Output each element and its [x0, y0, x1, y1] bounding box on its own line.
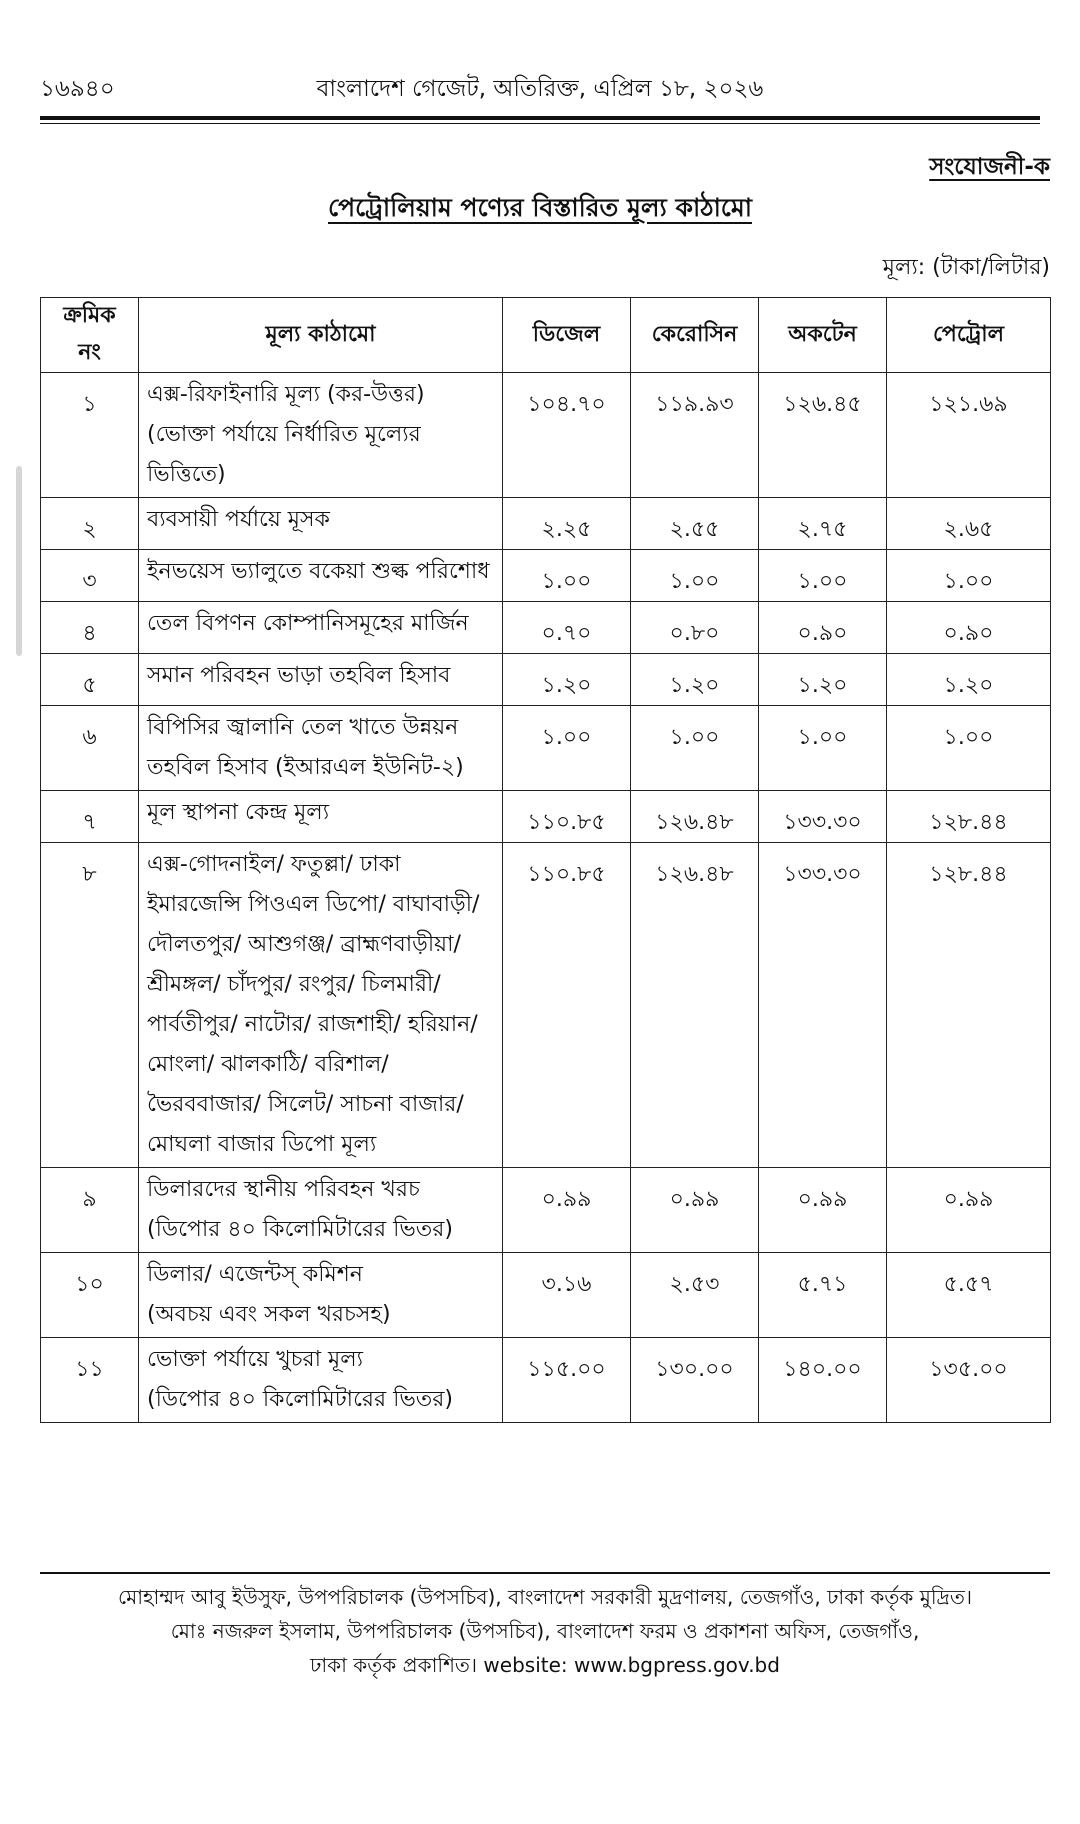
description-line: পার্বতীপুর/ নাটোর/ রাজশাহী/ হরিয়ান/ [147, 1012, 478, 1037]
table-row [41, 498, 1051, 550]
table-row [41, 373, 1051, 498]
price-kerosene: ১.০০ [631, 550, 759, 602]
description-line: ইনভয়েস ভ্যালুতে বকেয়া শুল্ক পরিশোধ [147, 559, 490, 584]
price-petrol: ০.৯৯ [887, 1168, 1051, 1253]
row-description [139, 498, 503, 550]
row-description [139, 654, 503, 706]
price-petrol: ১৩৫.০০ [887, 1338, 1051, 1423]
price-octane: ০.৯৯ [759, 1168, 887, 1253]
description-line: ভিত্তিতে) [147, 462, 226, 487]
price-petrol: ২.৬৫ [887, 498, 1051, 550]
description-line: এক্স-গোদনাইল/ ফতুল্লা/ ঢাকা [147, 852, 401, 877]
table-header-row [41, 298, 1051, 373]
price-octane: ১৩৩.৩০ [759, 843, 887, 1168]
description-line: সমান পরিবহন ভাড়া তহবিল হিসাব [147, 663, 451, 688]
description-line: এক্স-রিফাইনারি মূল্য (কর-উত্তর) [147, 382, 425, 407]
price-octane: ২.৭৫ [759, 498, 887, 550]
row-description [139, 791, 503, 843]
price-petrol: ১২৮.৪৪ [887, 843, 1051, 1168]
price-octane: ১৪০.০০ [759, 1338, 887, 1423]
footer-website-line: ঢাকা কর্তৃক প্রকাশিত। website: www.bgpress.gov.bd [310, 1653, 780, 1677]
document-title: পেট্রোলিয়াম পণ্যের বিস্তারিত মূল্য কাঠামো [328, 193, 752, 222]
description-line: (ডিপোর ৪০ কিলোমিটারের ভিতর) [147, 1217, 453, 1242]
description-line: (ভোক্তা পর্যায়ে নির্ধারিত মূল্যের [147, 422, 421, 447]
header-price-structure: মূল্য কাঠামো [139, 298, 503, 373]
price-diesel: ১০৪.৭০ [503, 373, 631, 498]
price-petrol: ৫.৫৭ [887, 1253, 1051, 1338]
gazette-title: বাংলাদেশ গেজেট, অতিরিক্ত, এপ্রিল ১৮, ২০২৬ [316, 76, 764, 102]
header-divider-thin [40, 123, 1040, 124]
publication-footer [40, 1580, 1050, 1682]
price-kerosene: ১১৯.৯৩ [631, 373, 759, 498]
description-line: মোংলা/ ঝালকাঠি/ বরিশাল/ [147, 1052, 389, 1077]
row-serial: ১০ [41, 1253, 139, 1338]
row-description [139, 602, 503, 654]
description-line: ভৈরববাজার/ সিলেট/ সাচনা বাজার/ [147, 1092, 464, 1117]
price-kerosene: ২.৫৩ [631, 1253, 759, 1338]
header-petrol: পেট্রোল [887, 298, 1051, 373]
gazette-header [40, 62, 1040, 102]
table-row [41, 654, 1051, 706]
price-octane: ১২৬.৪৫ [759, 373, 887, 498]
footer-printer-line: মোহাম্মদ আবু ইউসুফ, উপপরিচালক (উপসচিব), বাংলাদেশ সরকারী মুদ্রণালয়, তেজগাঁও, ঢাকা কর্তৃক মুদ্রিত। [117, 1585, 972, 1609]
row-description [139, 550, 503, 602]
description-line: ব্যবসায়ী পর্যায়ে মূসক [147, 507, 330, 532]
row-serial: ২ [41, 498, 139, 550]
row-serial: ১১ [41, 1338, 139, 1423]
description-line: ডিলারদের স্থানীয় পরিবহন খরচ [147, 1177, 420, 1202]
description-line: (ডিপোর ৪০ কিলোমিটারের ভিতর) [147, 1387, 453, 1412]
price-diesel: ০.৯৯ [503, 1168, 631, 1253]
table-row [41, 1338, 1051, 1423]
header-kerosene: কেরোসিন [631, 298, 759, 373]
price-petrol: ০.৯০ [887, 602, 1051, 654]
price-kerosene: ১৩০.০০ [631, 1338, 759, 1423]
price-octane: ০.৯০ [759, 602, 887, 654]
row-serial: ৯ [41, 1168, 139, 1253]
row-description [139, 1253, 503, 1338]
price-octane: ১৩৩.৩০ [759, 791, 887, 843]
table-row [41, 1253, 1051, 1338]
row-serial: ৪ [41, 602, 139, 654]
row-serial: ৩ [41, 550, 139, 602]
description-line: তেল বিপণন কোম্পানিসমূহের মার্জিন [147, 611, 469, 636]
description-line: তহবিল হিসাব (ইআরএল ইউনিট-২) [147, 755, 464, 780]
price-diesel: ০.৭০ [503, 602, 631, 654]
price-diesel: ১.২০ [503, 654, 631, 706]
description-line: মোঘলা বাজার ডিপো মূল্য [147, 1132, 377, 1157]
header-serial: ক্রমিক নং [41, 298, 139, 373]
price-diesel: ১.০০ [503, 706, 631, 791]
page-number: ১৬৯৪০ [40, 76, 115, 102]
footer-divider [40, 1572, 1050, 1574]
description-line: ডিলার/ এজেন্টস্ কমিশন [147, 1262, 363, 1287]
description-line: মূল স্থাপনা কেন্দ্র মূল্য [147, 800, 330, 825]
price-kerosene: ০.৯৯ [631, 1168, 759, 1253]
price-diesel: ৩.১৬ [503, 1253, 631, 1338]
row-description [139, 1168, 503, 1253]
price-structure-table [40, 297, 1051, 1423]
price-diesel: ১.০০ [503, 550, 631, 602]
table-row [41, 791, 1051, 843]
row-description [139, 1338, 503, 1423]
price-kerosene: ২.৫৫ [631, 498, 759, 550]
price-petrol: ১২১.৬৯ [887, 373, 1051, 498]
header-octane: অকটেন [759, 298, 887, 373]
price-diesel: ১১০.৮৫ [503, 791, 631, 843]
price-octane: ১.০০ [759, 550, 887, 602]
price-octane: ৫.৭১ [759, 1253, 887, 1338]
price-diesel: ১১০.৮৫ [503, 843, 631, 1168]
description-line: ইমারজেন্সি পিওএল ডিপো/ বাঘাবাড়ী/ [147, 892, 480, 917]
row-serial: ৬ [41, 706, 139, 791]
price-kerosene: ১২৬.৪৮ [631, 843, 759, 1168]
description-line: দৌলতপুর/ আশুগঞ্জ/ ব্রাহ্মণবাড়ীয়া/ [147, 932, 461, 957]
price-octane: ১.০০ [759, 706, 887, 791]
table-row [41, 1168, 1051, 1253]
table-row [41, 843, 1051, 1168]
unit-note: মূল্য: (টাকা/লিটার) [882, 255, 1050, 280]
scroll-indicator[interactable] [16, 466, 22, 656]
annex-label: সংযোজনী-ক [929, 154, 1050, 180]
row-serial: ৭ [41, 791, 139, 843]
price-petrol: ১.২০ [887, 654, 1051, 706]
price-diesel: ১১৫.০০ [503, 1338, 631, 1423]
description-line: শ্রীমঙ্গল/ চাঁদপুর/ রংপুর/ চিলমারী/ [147, 972, 441, 997]
price-petrol: ১.০০ [887, 550, 1051, 602]
description-line: বিপিসির জ্বালানি তেল খাতে উন্নয়ন [147, 715, 459, 740]
row-description [139, 373, 503, 498]
row-description [139, 843, 503, 1168]
price-kerosene: ১.২০ [631, 654, 759, 706]
price-petrol: ১২৮.৪৪ [887, 791, 1051, 843]
description-line: (অবচয় এবং সকল খরচসহ) [147, 1302, 391, 1327]
price-kerosene: ১২৬.৪৮ [631, 791, 759, 843]
header-diesel: ডিজেল [503, 298, 631, 373]
price-kerosene: ০.৮০ [631, 602, 759, 654]
row-serial: ৮ [41, 843, 139, 1168]
price-petrol: ১.০০ [887, 706, 1051, 791]
table-row [41, 550, 1051, 602]
row-description [139, 706, 503, 791]
table-row [41, 706, 1051, 791]
price-octane: ১.২০ [759, 654, 887, 706]
row-serial: ৫ [41, 654, 139, 706]
header-divider-thick [40, 116, 1040, 120]
table-row [41, 602, 1051, 654]
row-serial: ১ [41, 373, 139, 498]
price-diesel: ২.২৫ [503, 498, 631, 550]
description-line: ভোক্তা পর্যায়ে খুচরা মূল্য [147, 1347, 364, 1372]
price-kerosene: ১.০০ [631, 706, 759, 791]
footer-publisher-line: মোঃ নজরুল ইসলাম, উপপরিচালক (উপসচিব), বাংলাদেশ ফরম ও প্রকাশনা অফিস, তেজগাঁও, [170, 1619, 920, 1643]
